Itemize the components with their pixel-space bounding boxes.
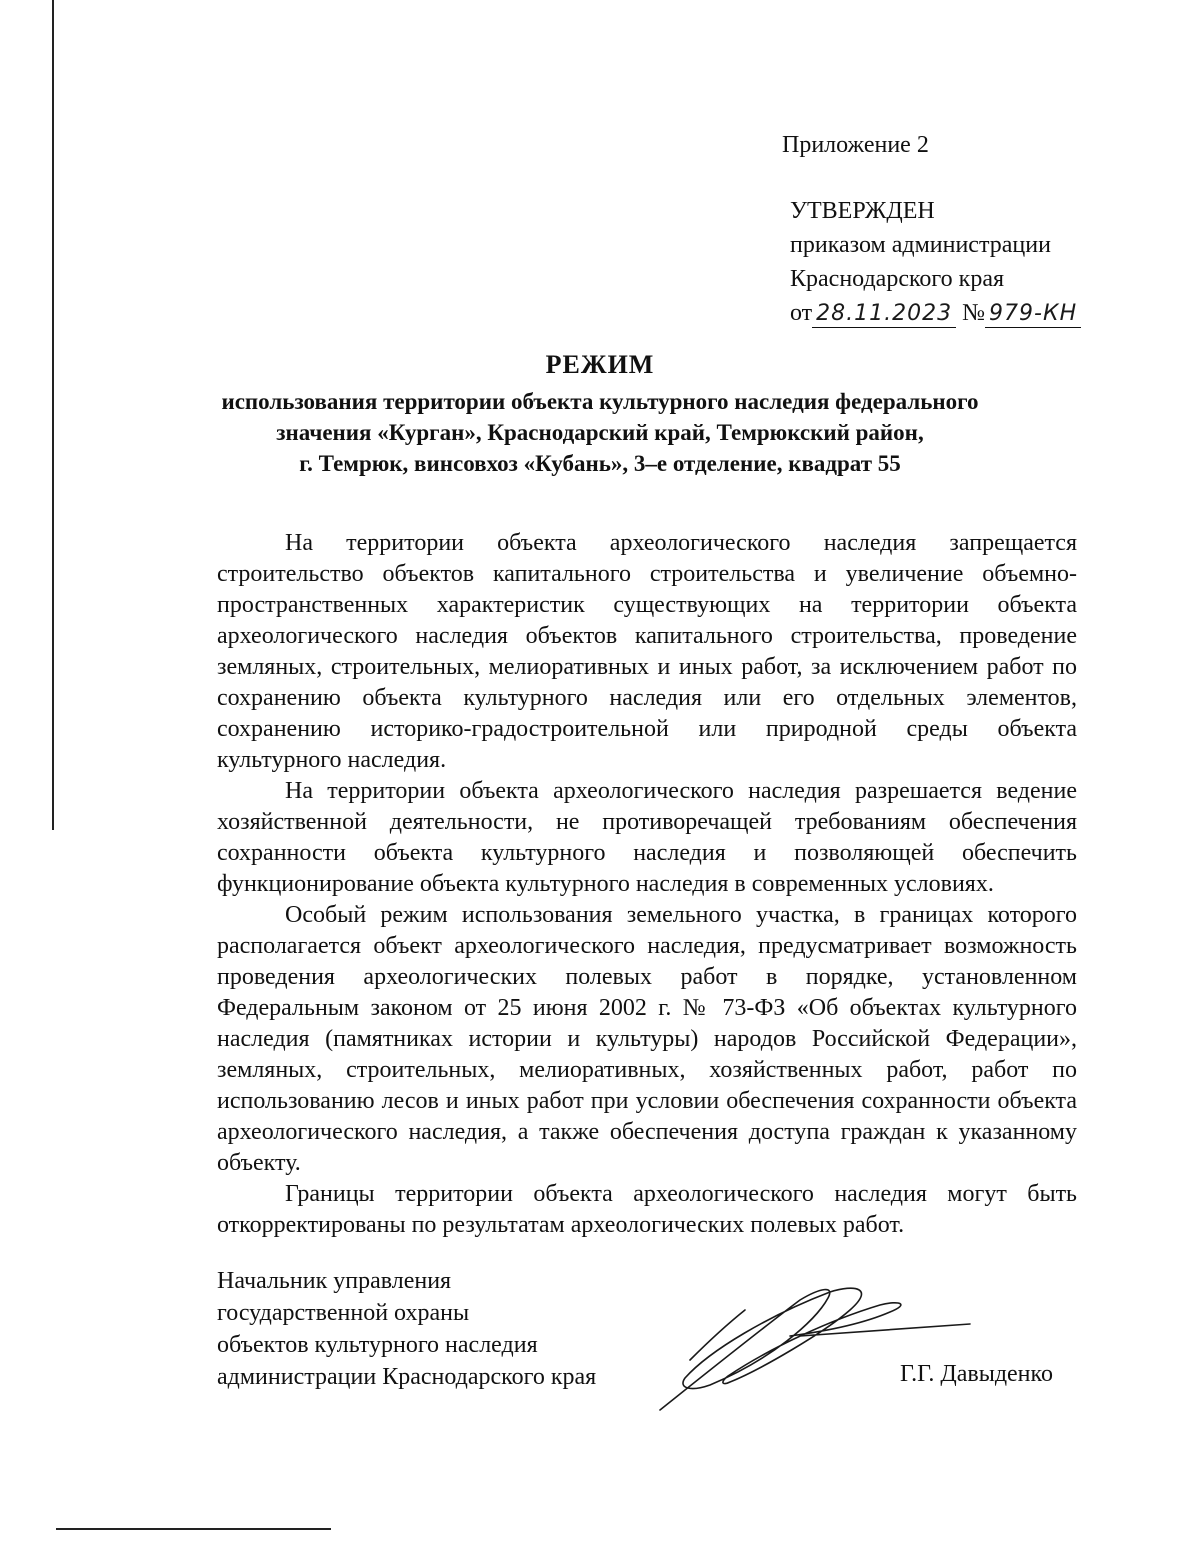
position-line-2: государственной охраны [217,1300,470,1326]
paragraph-special-regime: Особый режим использования земельного участка, в границах которого располагается объект археологического наследия, предусматривает возможность проведения археологических полевых работ в порядке, установленном Федеральным законом от 25 июня 2002 г. № 73-ФЗ «Об объектах культурного наследия (памятниках истории и культуры) народов Российской Федерации», земляных, строительных, мелиоративных, хозяйственных работ, работ по использованию лесов и иных работ при условии обеспечения сохранности объекта археологического наследия, а также обеспечения доступа граждан к указанному объекту. [217,902,1077,1176]
appendix-label: Приложение 2 [782,132,929,158]
paragraph-prohibitions: На территории объекта археологического наследия запрещается строительство объектов капитального строительства и увеличение объемно-пространственных характеристик существующих на территории объекта археологического наследия объектов капитального строительства, проведение земляных, строительных, мелиоративных и иных работ, за исключением работ по сохранению объекта культурного наследия или его отдельных элементов, сохранению историко-градостроительной или природной среды объекта культурного наследия. [217,530,1077,773]
date-prefix: от [790,300,813,326]
approved-line-1: приказом администрации [790,232,1051,258]
position-line-3: объектов культурного наследия [217,1332,538,1358]
document-title-block [200,350,1000,479]
approved-title: УТВЕРЖДЕН [790,198,935,224]
document-subtitle-line-2: значения «Курган», Краснодарский край, Темрюкский район, [276,420,924,445]
approval-number: 979-КН [985,301,1081,328]
footer-rule [56,1528,331,1530]
document-title: РЕЖИМ [545,350,655,379]
approval-date: 28.11.2023 [812,301,956,328]
paragraph-permissions: На территории объекта археологического наследия разрешается ведение хозяйственной деятельности, не противоречащей требованиям обеспечения сохранности объекта культурного наследия и позволяющей обеспечить функционирование объекта культурного наследия в современных условиях. [217,778,1077,897]
position-line-1: Начальник управления [217,1268,452,1294]
approved-line-2: Краснодарского края [790,266,1005,292]
number-prefix: № [962,300,986,326]
left-margin-line [52,0,54,830]
signatory-position [217,1265,596,1393]
document-body [217,528,1077,1241]
paragraph-boundaries: Границы территории объекта археологического наследия могут быть откорректированы по результатам археологических полевых работ. [217,1181,1077,1238]
handwritten-signature [650,1270,980,1420]
document-subtitle-line-1: использования территории объекта культурного наследия федерального [221,389,979,414]
approval-block [790,194,1081,330]
signatory-name: Г.Г. Давыденко [900,1361,1053,1387]
position-line-4: администрации Краснодарского края [217,1364,597,1390]
document-subtitle-line-3: г. Темрюк, винсовхоз «Кубань», 3–е отделение, квадрат 55 [299,451,901,476]
approval-date-line [790,296,1081,330]
